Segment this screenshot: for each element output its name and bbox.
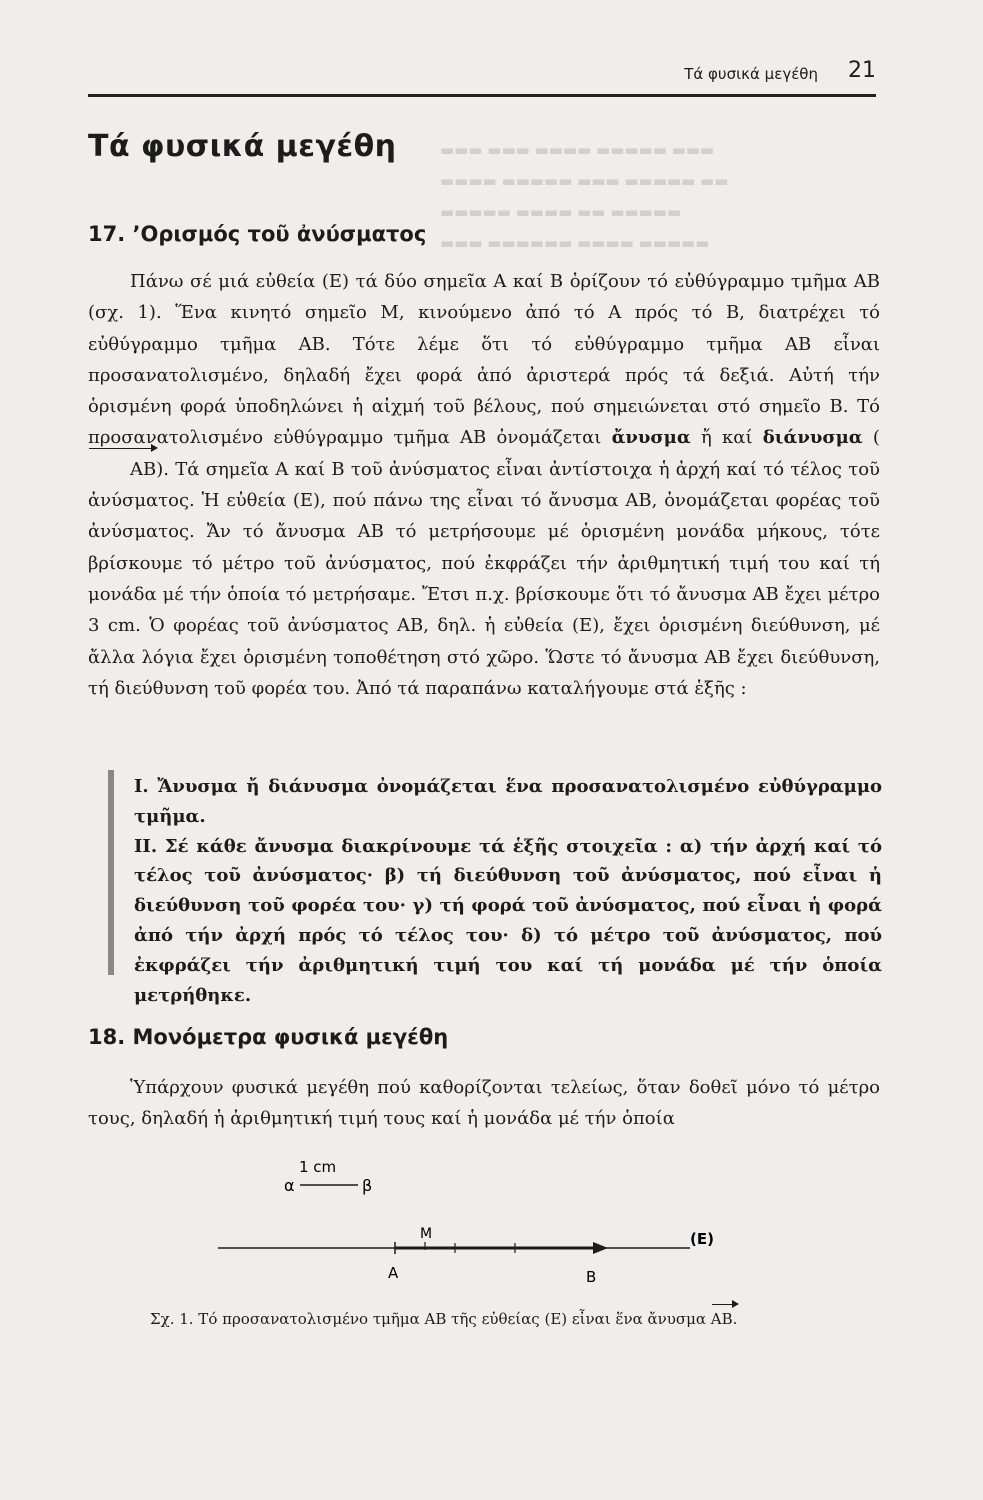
term-anysma: ἄνυσμα <box>611 427 691 449</box>
term-dianysma: διάνυσμα <box>762 427 863 449</box>
point-b-label: B <box>586 1268 597 1286</box>
paragraph: Ὑπάρχουν φυσικά μεγέθη πού καθορίζονται τελείως, ὅταν δοθεῖ μόνο τό μέτρο τους, δηλαδή ἡ ἀριθμητική τιμή τους καί ἡ μονάδα μέ τήν ὁποία <box>88 1077 880 1130</box>
running-title: Τά φυσικά μεγέθη <box>684 65 818 83</box>
definition-2: II. Σέ κάθε ἄνυσμα διακρίνουμε τά ἑξῆς στοιχεῖα : α) τήν ἀρχή καί τό τέλος τοῦ ἀνύσματος· β) τή διεύθυνση τοῦ ἀνύσματος, πού εἶναι ἡ διεύθυνση τοῦ φορέα του· γ) τή φορά τοῦ ἀνύσματος, πού εἶναι ἡ φορά ἀπό τήν ἀρχή πρός τό τέλος του· δ) τό μέτρο τοῦ ἀνύσματος, πού ἐκφράζει τήν ἀριθμητική τιμή του καί τή μονάδα μέ τήν ὁποία μετρήθηκε. <box>134 835 882 1006</box>
point-a-label: A <box>388 1264 399 1282</box>
line-e-label: (Ε) <box>690 1230 714 1248</box>
connector-text: ἤ καί <box>700 427 753 449</box>
section-18-heading: 18. Μονόμετρα φυσικά μεγέθη <box>88 1025 449 1049</box>
point-m-label: M <box>420 1226 433 1242</box>
unit-left-label: α <box>284 1176 295 1195</box>
chapter-title: Τά φυσικά μεγέθη <box>88 129 397 164</box>
definition-1: I. Ἄνυσμα ἤ διάνυσμα ὀνομάζεται ἕνα προσανατολισμένο εὐθύγραμμο τμῆμα. <box>134 776 882 827</box>
bleed-through-text: ▬▬▬ ▬▬▬ ▬▬▬▬ ▬▬▬▬▬ ▬▬▬ ▬▬▬▬ ▬▬▬▬▬ ▬▬▬ ▬▬▬▬▬ ▬▬ ▬▬▬▬▬ ▬▬▬▬ ▬▬ ▬▬▬▬▬ ▬▬▬ ▬▬▬▬▬▬ ▬▬▬▬ ▬▬▬▬▬ <box>440 141 729 252</box>
caption-text: Σχ. 1. Τό προσανατολισμένο τμῆμα ΑΒ τῆς εὐθείας (Ε) εἶναι ἕνα ἄνυσμα <box>150 1310 706 1328</box>
vector-close: ). <box>156 458 169 480</box>
vector-ab-notation: ΑΒ <box>88 454 156 485</box>
paragraph-text: Πάνω σέ μιά εὐθεία (Ε) τά δύο σημεῖα Α καί Β ὁρίζουν τό εὐθύγραμμο τμῆμα ΑΒ (σχ. 1). Ἕνα κινητό σημεῖο Μ, κινούμενο ἀπό τό Α πρός τό Β, διατρέχει τό εὐθύγραμμο τμῆμα ΑΒ. Τότε λέμε ὅτι τό εὐθύγραμμο τμῆμα ΑΒ εἶναι προσανατολισμένο, δηλαδή ἔχει φορά ἀπό ἀριστερά πρός τά δεξιά. Αὐτή τήν ὁρισμένη φορά ὑποδηλώνει ἡ αἰχμή τοῦ βέλους, πού σημειώνεται στό σημεῖο Β. Τό προσανατολισμένο εὐθύγραμμο τμῆμα ΑΒ ὀνομάζεται <box>88 271 880 449</box>
vector-open: ( <box>872 427 880 449</box>
page-number: 21 <box>848 58 876 83</box>
unit-label: 1 cm <box>299 1158 337 1176</box>
vector-arrowhead <box>593 1242 608 1254</box>
unit-right-label: β <box>362 1176 373 1195</box>
section-17-heading: 17. ’Ορισμός τοῦ ἀνύσματος <box>88 222 427 246</box>
paragraph-text-continued: Τά σημεῖα Α καί Β τοῦ ἀνύσματος εἶναι ἀντίστοιχα ἡ ἀρχή καί τό τέλος τοῦ ἀνύσματος. Ἡ εὐθεία (Ε), πού πάνω της εἶναι τό ἄνυσμα ΑΒ, ὀνομάζεται φορέας τοῦ ἀνύσματος. Ἄν τό ἄνυσμα ΑΒ τό μετρήσουμε μέ ὁρισμένη μονάδα μήκους, τότε βρίσκουμε τό μέτρο τοῦ ἀνύσματος, πού ἐκφράζει τήν ἀριθμητική τιμή του καί τή μονάδα μέ τήν ὁποία τό μετρήσαμε. Ἔτσι π.χ. βρίσκουμε ὅτι τό ἄνυσμα ΑΒ ἔχει μέτρο 3 cm. Ὁ φορέας τοῦ ἀνύσματος ΑΒ, δηλ. ἡ εὐθεία (Ε), ἔχει ὁρισμένη διεύθυνση, μέ ἄλλα λόγια ἔχει ὁρισμένη τοποθέτηση στό χῶρο. Ὥστε τό ἄνυσμα ΑΒ ἔχει διεύθυνση, τή διεύθυνση τοῦ φορέα του. Ἀπό τά παραπάνω καταλήγουμε στά ἑξῆς : <box>88 458 880 699</box>
figure-caption <box>150 1310 737 1328</box>
caption-vector-ab: ΑΒ. <box>710 1310 738 1328</box>
unit-segment <box>284 1158 372 1195</box>
